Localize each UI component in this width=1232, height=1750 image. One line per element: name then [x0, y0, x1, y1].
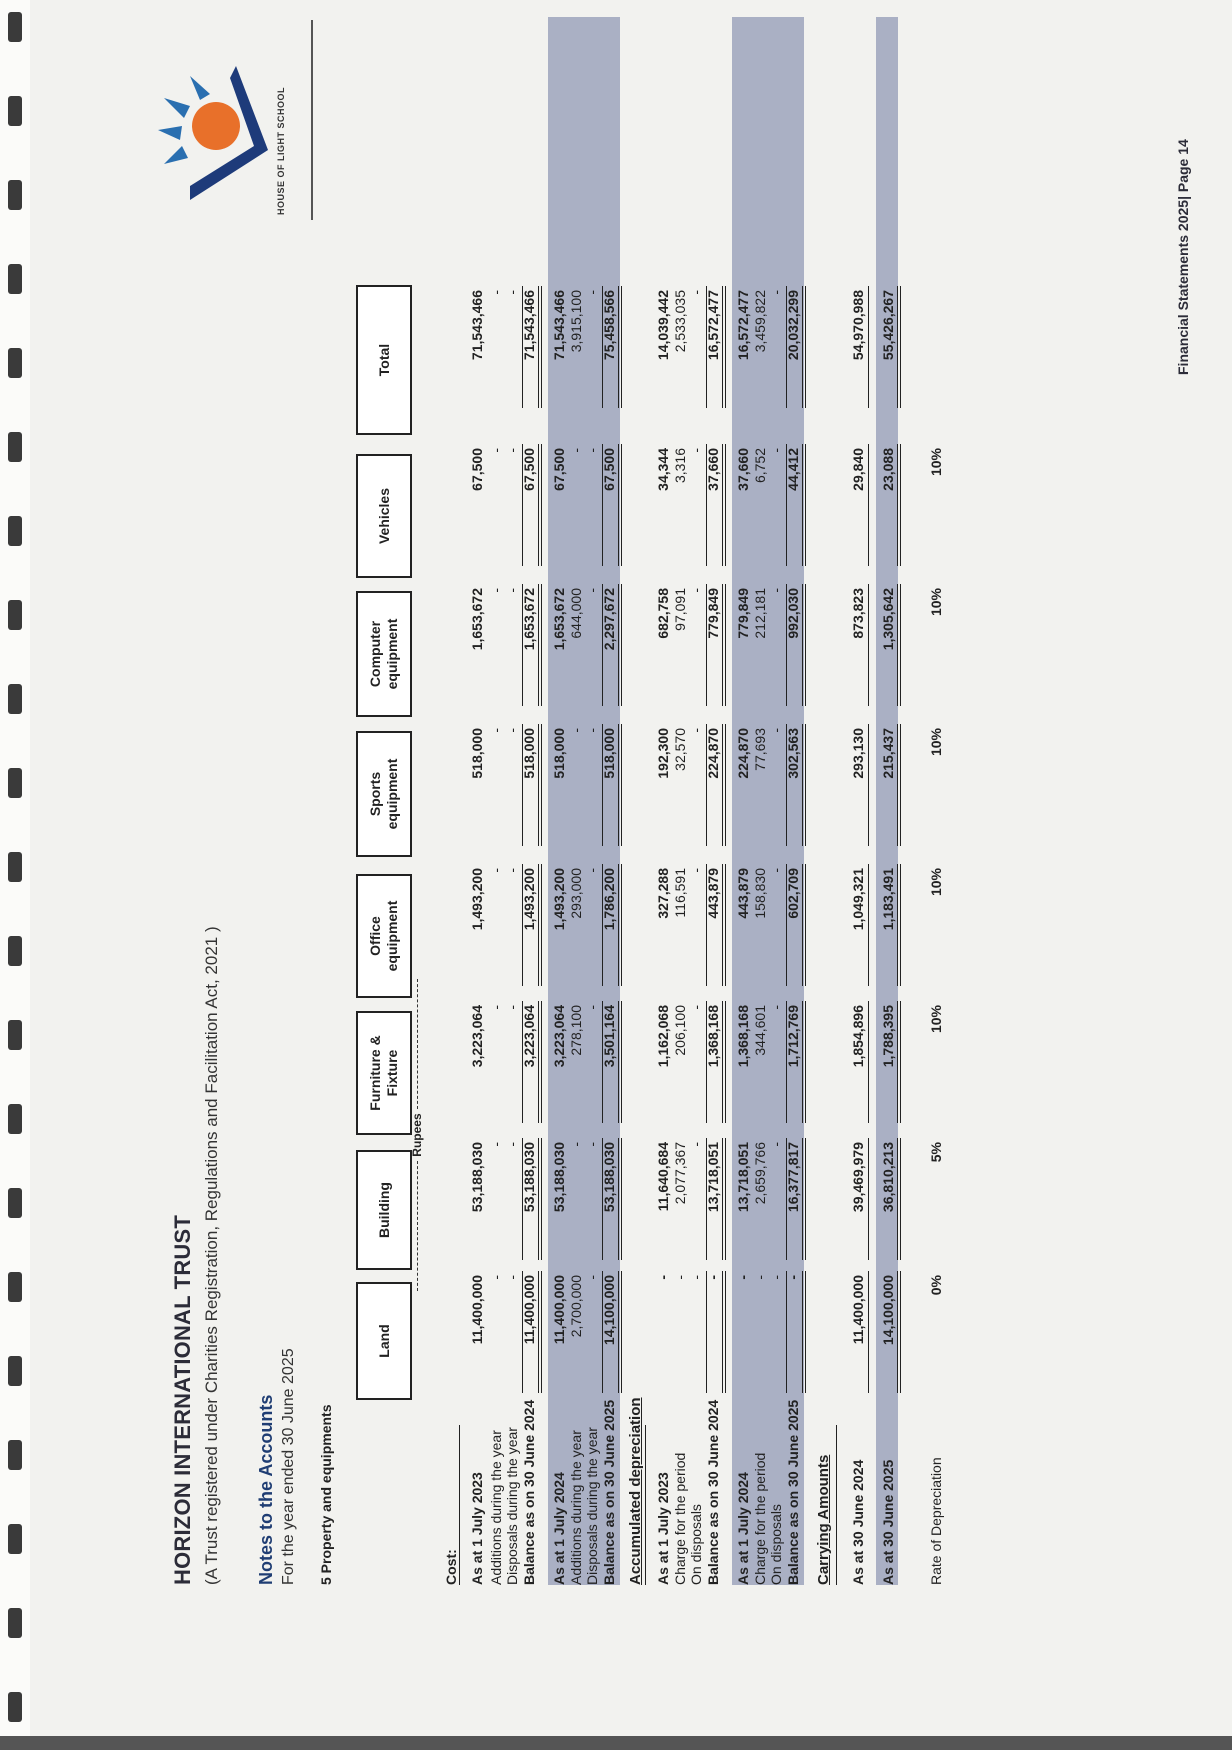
table-cell: 1,183,491: [880, 868, 896, 931]
sun-icon: [192, 102, 240, 150]
table-cell: 10%: [928, 588, 944, 617]
table-cell: 518,000: [551, 728, 567, 779]
table-cell: 75,458,566: [601, 290, 617, 361]
table-cell: -: [688, 868, 704, 873]
table-cell: 443,879: [705, 868, 721, 919]
table-cell: 206,100: [672, 1005, 688, 1056]
binder-hole: [8, 1440, 22, 1470]
table-cell: 1,854,896: [850, 1005, 866, 1068]
table-cell: 215,437: [880, 728, 896, 779]
column-header: Furniture & Fixture: [356, 1011, 412, 1135]
total-double-rule: [802, 864, 806, 986]
table-cell: -: [504, 1005, 520, 1010]
table-cell: 224,870: [735, 728, 751, 779]
table-cell: 293,000: [568, 868, 584, 919]
column-header: Vehicles: [356, 454, 412, 578]
table-cell: -: [584, 1142, 600, 1147]
table-cell: 2,659,766: [752, 1142, 768, 1205]
table-cell: 14,100,000: [880, 1275, 896, 1346]
row-label: As at 30 June 2025: [880, 1459, 896, 1585]
row-label: Additions during the year: [488, 1430, 504, 1585]
total-double-rule: [897, 1001, 901, 1123]
table-cell: 10%: [928, 868, 944, 897]
row-label: On disposals: [688, 1504, 704, 1585]
binder-hole: [8, 516, 22, 546]
table-cell: -: [688, 1142, 704, 1147]
table-cell: 54,970,988: [850, 290, 866, 361]
table-cell: 2,077,367: [672, 1142, 688, 1205]
total-double-rule: [722, 1271, 726, 1393]
total-double-rule: [802, 1138, 806, 1260]
binder-hole: [8, 600, 22, 630]
table-cell: 13,718,051: [705, 1142, 721, 1213]
table-cell: -: [584, 448, 600, 453]
total-double-rule: [618, 286, 622, 408]
heading-underline: [836, 1425, 837, 1585]
table-cell: 3,223,064: [551, 1005, 567, 1068]
table-cell: 53,188,030: [601, 1142, 617, 1213]
table-cell: -: [768, 1142, 784, 1147]
column-header: Land: [356, 1282, 412, 1400]
table-cell: 3,915,100: [568, 290, 584, 353]
total-double-rule: [618, 584, 622, 706]
table-cell: -: [655, 1275, 671, 1280]
total-double-rule: [618, 1001, 622, 1123]
table-cell: 11,400,000: [551, 1275, 567, 1345]
table-cell: -: [568, 728, 584, 733]
table-cell: 779,849: [735, 588, 751, 639]
table-cell: 11,400,000: [469, 1275, 485, 1345]
row-label: Balance as on 30 June 2025: [601, 1399, 617, 1585]
subtotal-rule: [868, 724, 869, 846]
row-label: On disposals: [768, 1504, 784, 1585]
table-cell: 2,533,035: [672, 290, 688, 353]
table-cell: 192,300: [655, 728, 671, 779]
section-heading: 5 Property and equipments: [318, 1404, 334, 1585]
table-cell: 1,305,642: [880, 588, 896, 651]
table-cell: -: [768, 728, 784, 733]
cost-heading: Cost:: [443, 1549, 459, 1585]
table-cell: -: [688, 588, 704, 593]
table-cell: 1,786,200: [601, 868, 617, 931]
total-double-rule: [722, 864, 726, 986]
header-rule: [311, 20, 313, 220]
logo-text: HOUSE OF LIGHT SCHOOL: [276, 86, 286, 215]
table-cell: -: [584, 728, 600, 733]
page-footer: Financial Statements 2025| Page 14: [1175, 139, 1191, 375]
table-cell: -: [768, 868, 784, 873]
table-cell: -: [504, 448, 520, 453]
row-label: As at 30 June 2024: [850, 1459, 866, 1585]
table-cell: 992,030: [785, 588, 801, 639]
table-cell: 53,188,030: [551, 1142, 567, 1213]
table-cell: 3,459,822: [752, 290, 768, 353]
table-cell: 1,788,395: [880, 1005, 896, 1068]
table-cell: -: [488, 728, 504, 733]
table-cell: 2,297,672: [601, 588, 617, 651]
total-double-rule: [897, 444, 901, 566]
table-cell: 1,049,321: [850, 868, 866, 931]
table-cell: 13,718,051: [735, 1142, 751, 1213]
total-double-rule: [897, 584, 901, 706]
table-cell: 23,088: [880, 448, 896, 491]
table-cell: 53,188,030: [469, 1142, 485, 1213]
table-cell: -: [488, 448, 504, 453]
table-cell: 36,810,213: [880, 1142, 896, 1213]
total-double-rule: [722, 584, 726, 706]
binder-hole: [8, 1272, 22, 1302]
table-cell: -: [768, 448, 784, 453]
table-cell: 302,563: [785, 728, 801, 779]
binder-hole: [8, 1104, 22, 1134]
table-cell: -: [488, 1142, 504, 1147]
column-header: Building: [356, 1150, 412, 1270]
table-cell: 11,400,000: [521, 1275, 537, 1345]
table-cell: 1,712,769: [785, 1005, 801, 1068]
total-double-rule: [618, 1138, 622, 1260]
table-cell: -: [768, 1005, 784, 1010]
subtotal-rule: [868, 1001, 869, 1123]
table-cell: -: [584, 1275, 600, 1280]
binder-hole: [8, 432, 22, 462]
table-cell: 71,543,466: [521, 290, 537, 361]
table-cell: 11,400,000: [850, 1275, 866, 1345]
table-cell: -: [504, 1142, 520, 1147]
table-cell: -: [488, 290, 504, 295]
row-label: As at 1 July 2023: [655, 1472, 671, 1585]
table-cell: 67,500: [601, 448, 617, 491]
table-cell: -: [504, 728, 520, 733]
table-cell: -: [688, 290, 704, 295]
page-title: HORIZON INTERNATIONAL TRUST: [170, 1214, 195, 1585]
table-cell: 67,500: [551, 448, 567, 491]
table-cell: 443,879: [735, 868, 751, 919]
total-double-rule: [722, 444, 726, 566]
row-label: As at 1 July 2024: [551, 1472, 567, 1585]
table-cell: 16,377,817: [785, 1142, 801, 1213]
table-cell: -: [504, 588, 520, 593]
total-double-rule: [722, 286, 726, 408]
binder-hole: [8, 348, 22, 378]
column-header: Sports equipment: [356, 731, 412, 857]
table-cell: 34,344: [655, 448, 671, 491]
row-label: Charge for the period: [752, 1452, 768, 1585]
total-double-rule: [722, 724, 726, 846]
binder-hole: [8, 264, 22, 294]
page-subtitle: (A Trust registered under Charities Registration, Regulations and Facilitation Act, 2021 ): [202, 926, 221, 1585]
notes-heading: Notes to the Accounts: [256, 1394, 276, 1585]
table-cell: 1,493,200: [551, 868, 567, 931]
table-cell: 1,653,672: [551, 588, 567, 651]
table-cell: 293,130: [850, 728, 866, 779]
binder-hole: [8, 1608, 22, 1638]
subtotal-rule: [868, 864, 869, 986]
table-cell: -: [705, 1275, 721, 1280]
table-cell: 37,660: [735, 448, 751, 491]
table-cell: 20,032,299: [785, 290, 801, 361]
binder-hole: [8, 768, 22, 798]
table-cell: -: [752, 1275, 768, 1280]
row-label: Balance as on 30 June 2025: [785, 1399, 801, 1585]
total-double-rule: [618, 864, 622, 986]
table-cell: -: [488, 1005, 504, 1010]
table-cell: 6,752: [752, 448, 768, 484]
table-cell: 44,412: [785, 448, 801, 491]
table-cell: -: [672, 1275, 688, 1280]
table-cell: -: [584, 1005, 600, 1010]
total-double-rule: [538, 724, 542, 846]
table-cell: 3,223,064: [521, 1005, 537, 1068]
total-double-rule: [802, 724, 806, 846]
table-cell: -: [568, 448, 584, 453]
binder-hole: [8, 1188, 22, 1218]
table-cell: 644,000: [568, 588, 584, 639]
table-cell: 55,426,267: [880, 290, 896, 361]
table-cell: -: [768, 290, 784, 295]
table-cell: 29,840: [850, 448, 866, 491]
heading-underline: [645, 1425, 646, 1585]
table-cell: 116,591: [672, 868, 688, 918]
column-header: Total: [356, 285, 412, 435]
table-cell: 10%: [928, 448, 944, 477]
table-cell: -: [584, 868, 600, 873]
row-label: Balance as on 30 June 2024: [705, 1399, 721, 1585]
heading-underline: [459, 1425, 460, 1585]
total-double-rule: [897, 864, 901, 986]
row-label: Balance as on 30 June 2024: [521, 1399, 537, 1585]
table-cell: 16,572,477: [705, 290, 721, 361]
table-cell: 1,368,168: [705, 1005, 721, 1068]
table-cell: 278,100: [568, 1005, 584, 1056]
table-cell: -: [768, 588, 784, 593]
total-double-rule: [538, 1271, 542, 1393]
table-cell: 71,543,466: [469, 290, 485, 361]
binder-hole: [8, 1020, 22, 1050]
total-double-rule: [802, 286, 806, 408]
binder-hole: [8, 852, 22, 882]
table-cell: 3,316: [672, 448, 688, 484]
row-label: Rate of Depreciation: [928, 1457, 944, 1585]
table-cell: 344,601: [752, 1005, 768, 1056]
currency-label: Rupees: [410, 945, 424, 1325]
carrying-heading: Carrying Amounts: [815, 1454, 832, 1585]
total-double-rule: [538, 864, 542, 986]
table-cell: -: [568, 1142, 584, 1147]
subtotal-rule: [868, 1138, 869, 1260]
table-cell: 5%: [928, 1142, 944, 1163]
table-cell: 16,572,477: [735, 290, 751, 361]
table-cell: 14,039,442: [655, 290, 671, 361]
binder-hole: [8, 1692, 22, 1722]
row-label: Disposals during the year: [504, 1427, 520, 1585]
total-double-rule: [538, 444, 542, 566]
table-cell: 77,693: [752, 728, 768, 771]
subtotal-rule: [868, 1271, 869, 1393]
row-label: As at 1 July 2024: [735, 1472, 751, 1585]
table-cell: 3,223,064: [469, 1005, 485, 1068]
total-double-rule: [538, 286, 542, 408]
total-double-rule: [618, 444, 622, 566]
table-cell: 71,543,466: [551, 290, 567, 361]
table-cell: 67,500: [469, 448, 485, 491]
subtotal-rule: [868, 444, 869, 566]
table-cell: -: [488, 588, 504, 593]
table-cell: -: [504, 1275, 520, 1280]
period-text: For the year ended 30 June 2025: [280, 1348, 297, 1585]
table-cell: -: [584, 290, 600, 295]
table-cell: 518,000: [521, 728, 537, 779]
table-cell: 1,653,672: [521, 588, 537, 651]
depreciation-heading: Accumulated depreciation: [627, 1397, 644, 1585]
table-cell: 518,000: [601, 728, 617, 779]
row-label: Disposals during the year: [584, 1427, 600, 1585]
table-cell: 39,469,979: [850, 1142, 866, 1213]
table-cell: 682,758: [655, 588, 671, 639]
total-double-rule: [538, 584, 542, 706]
total-double-rule: [802, 1001, 806, 1123]
binder-hole: [8, 1524, 22, 1554]
table-cell: 1,162,068: [655, 1005, 671, 1068]
total-double-rule: [897, 1138, 901, 1260]
table-cell: -: [785, 1275, 801, 1280]
table-cell: 158,830: [752, 868, 768, 919]
table-cell: 1,368,168: [735, 1005, 751, 1068]
subtotal-rule: [868, 584, 869, 706]
table-cell: 14,100,000: [601, 1275, 617, 1346]
binder-hole: [8, 936, 22, 966]
total-double-rule: [897, 724, 901, 846]
total-double-rule: [802, 1271, 806, 1393]
table-cell: 602,709: [785, 868, 801, 919]
table-cell: -: [584, 588, 600, 593]
row-label: Additions during the year: [568, 1430, 584, 1585]
binder-hole: [8, 12, 22, 42]
table-cell: -: [735, 1275, 751, 1280]
binder-hole: [8, 96, 22, 126]
column-header: Computer equipment: [356, 591, 412, 717]
table-cell: -: [488, 868, 504, 873]
table-cell: 32,570: [672, 728, 688, 771]
table-cell: 53,188,030: [521, 1142, 537, 1213]
row-label: Charge for the period: [672, 1452, 688, 1585]
table-cell: 97,091: [672, 588, 688, 631]
table-cell: -: [504, 290, 520, 295]
total-double-rule: [618, 724, 622, 846]
table-cell: 11,640,684: [655, 1142, 671, 1212]
table-cell: 212,181: [752, 588, 768, 639]
table-cell: 67,500: [521, 448, 537, 491]
table-cell: 2,700,000: [568, 1275, 584, 1338]
table-cell: 37,660: [705, 448, 721, 491]
table-cell: 327,288: [655, 868, 671, 919]
row-label: As at 1 July 2023: [469, 1472, 485, 1585]
total-double-rule: [722, 1138, 726, 1260]
binder-hole: [8, 1356, 22, 1386]
table-cell: 873,823: [850, 588, 866, 639]
table-cell: -: [504, 868, 520, 873]
table-cell: 1,653,672: [469, 588, 485, 651]
table-cell: -: [488, 1275, 504, 1280]
total-double-rule: [802, 444, 806, 566]
binder-hole: [8, 684, 22, 714]
table-cell: 1,493,200: [521, 868, 537, 931]
subtotal-rule: [868, 286, 869, 408]
table-cell: -: [688, 1005, 704, 1010]
total-double-rule: [722, 1001, 726, 1123]
table-cell: 10%: [928, 1005, 944, 1034]
binder-hole: [8, 180, 22, 210]
total-double-rule: [802, 584, 806, 706]
total-double-rule: [538, 1138, 542, 1260]
table-cell: 1,493,200: [469, 868, 485, 931]
total-double-rule: [618, 1271, 622, 1393]
table-cell: 518,000: [469, 728, 485, 779]
table-cell: 224,870: [705, 728, 721, 779]
table-cell: -: [688, 1275, 704, 1280]
table-cell: -: [688, 448, 704, 453]
total-double-rule: [897, 1271, 901, 1393]
table-cell: 779,849: [705, 588, 721, 639]
total-double-rule: [538, 1001, 542, 1123]
column-header: Office equipment: [356, 874, 412, 998]
table-cell: 10%: [928, 728, 944, 757]
table-cell: 3,501,164: [601, 1005, 617, 1068]
table-cell: -: [688, 728, 704, 733]
table-cell: 0%: [928, 1275, 944, 1296]
total-double-rule: [897, 286, 901, 408]
table-cell: -: [768, 1275, 784, 1280]
